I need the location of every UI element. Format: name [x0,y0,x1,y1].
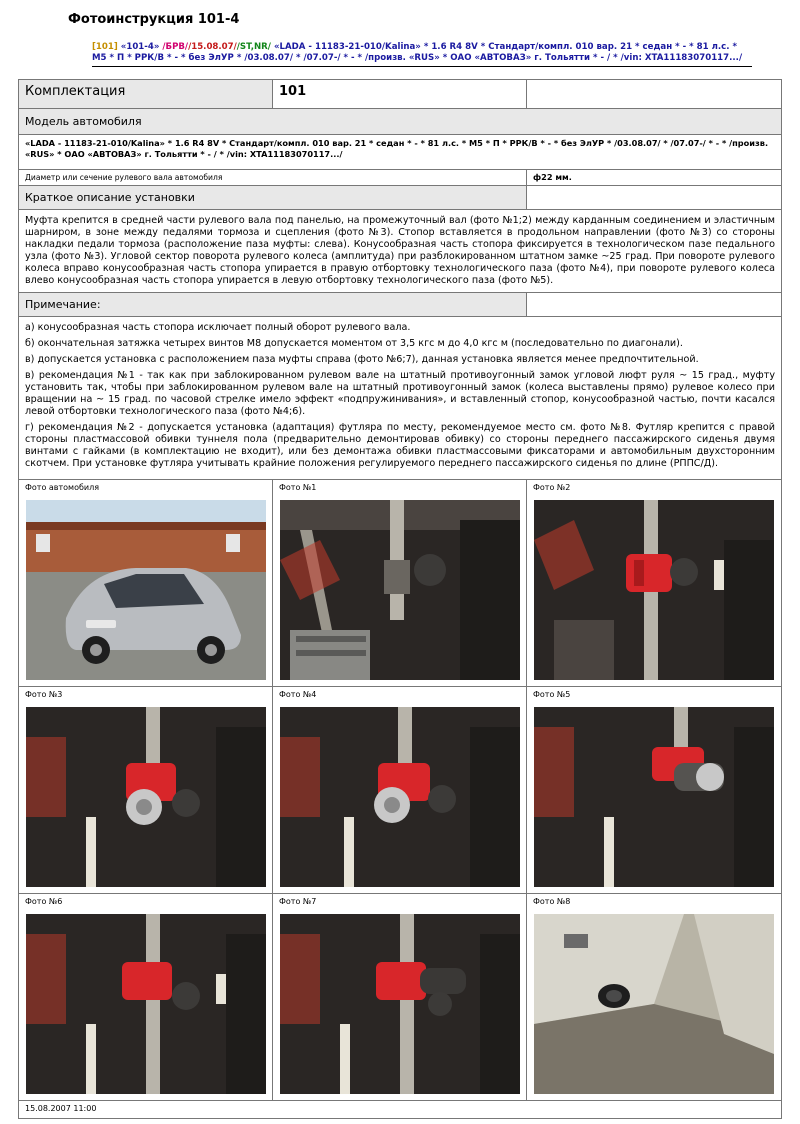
diameter-label: Диаметр или сечение рулевого вала автомобиля [19,170,527,186]
photo-cell-2 [527,480,782,687]
code-part-5: /ST,NR/ [236,42,271,52]
model-label: Модель автомобиля [19,109,782,135]
komplektatsiya-label: Комплектация [19,80,273,109]
note-item: в) рекомендация №1 - так как при заблокированном рулевом вале на штатный противоугонный замок угловой люфт руля ~ 15 град., муфту установить так, чтобы при заблокированном рулевом вале на штатный противоугонный замок (колеса выставлены прямо) рулевое колесо при вращении на ~ 15 град. по часовой стрелке имело эффект «подпружинивания», и вставленный стопор, конусообразной частью, почти касался левой отбортовки технологического паза (фото №4;6). [25,370,775,417]
note-list [19,317,782,480]
photo-cell-1 [273,480,527,687]
photo-label: Фото №6 [25,897,63,906]
photo-label: Фото №3 [25,690,63,699]
steering-shaft-photo-icon [280,500,520,680]
photo-label: Фото №4 [279,690,317,699]
photo-label: Фото автомобиля [25,483,100,492]
case-mount-photo-icon [534,914,774,1094]
photo-cell-6 [19,894,273,1101]
photo-label: Фото №5 [533,690,571,699]
photo-label: Фото №2 [533,483,571,492]
photo-cell-5 [527,687,782,894]
coupling-right-photo-icon [26,914,266,1094]
lock-right-slot-photo-icon [280,914,520,1094]
photo-cell-8 [527,894,782,1101]
code-part-6: «LADA - 11183-21-010/Kalina» * 1.6 R4 8V * Стандарт/компл. 010 вар. 21 * седан * - * 81 л.с. * М5 * П * РРК/В * - * без ЭлУР * /03.08.07/ * /07.07-/ * - * /произв. «RUS» * ОАО «АВТОВАЗ» г. Тольятти * - / * /vin: XTA11183070117.../ [92,42,743,63]
description-label: Краткое описание установки [19,186,527,210]
description-label-empty [527,186,782,210]
komplektatsiya-empty [527,80,782,109]
code-part-2: «101-4» [120,42,160,52]
description-text: Муфта крепится в средней части рулевого вала под панелью, на промежуточный вал (фото №1;2) между карданным соединением и эластичным шарниром, в зоне между педалями тормоза и сцепления (фото №3). Стопор вставляется в продольном направлении (фото №3) со стороны накладки педали тормоза (расположение паза муфты: слева). Конусообразная часть стопора фиксируется в технологическом пазе педального узла (фото №3). Угловой сектор поворота рулевого колеса (амплитуда) при разблокированном штатном замке ~25 град. При повороте рулевого колеса вправо конусообразная часть стопора упирается в правую отбортовку технологического паза (фото №4), при повороте рулевого колеса влево конусообразная часть стопора упирается в левую отбортовку технологического паза (фото №5). [19,210,782,293]
photo-label: Фото №7 [279,897,317,906]
note-label-empty [527,293,782,317]
photo-cell-3 [19,687,273,894]
car-photo-icon [26,500,266,680]
diameter-value: ф22 мм. [527,170,782,186]
coupling-photo-icon [534,500,774,680]
photo-label: Фото №1 [279,483,317,492]
page-title: Фотоинструкция 101-4 [68,12,240,27]
code-part-3: /БРВ/ [162,42,189,52]
vehicle-code-line [92,42,752,67]
footer-timestamp: 15.08.2007 11:00 [19,1101,782,1119]
note-label: Примечание: [19,293,527,317]
code-part-1: [101] [92,42,118,52]
instruction-table [18,79,782,1119]
note-item: г) рекомендация №2 - допускается установка (адаптация) футляра по месту, рекомендуемое место см. фото №8. Футляр крепится с правой стороны пластмассовой обивки туннеля пола (предварительно демонтировав обивку) со стороны переднего пассажирского сиденья двумя винтами с гайками (в комплектацию не входит), или без демонтажа обивки пластмассовыми фиксаторами и автомобильным двухсторонним скотчем. При установке футляра учитывать крайние положения регулируемого переднего пассажирского сиденья по длине (РППС/Д). [25,422,775,469]
photo-cell-4 [273,687,527,894]
photo-cell-car [19,480,273,687]
photo-label: Фото №8 [533,897,571,906]
photo-cell-7 [273,894,527,1101]
lock-right-photo-icon [280,707,520,887]
model-value: «LADA - 11183-21-010/Kalina» * 1.6 R4 8V * Стандарт/компл. 010 вар. 21 * седан * - * 81 л.с. * М5 * П * РРК/В * - * без ЭлУР * /03.08.07/ * /07.07-/ * - * /произв. «RUS» * ОАО «АВТОВАЗ» г. Тольятти * - / * /vin: XTA11183070117.../ [19,135,782,170]
note-item: в) допускается установка с расположением паза муфты справа (фото №6;7), данная установка является менее предпочтительной. [25,354,699,365]
note-item: б) окончательная затяжка четырех винтов М8 допускается моментом от 3,5 кгс м до 4,0 кгс м (последовательно по диагонали). [25,338,683,349]
note-item: а) конусообразная часть стопора исключает полный оборот рулевого вала. [25,322,411,333]
code-part-4: /15.08.07/ [188,42,237,52]
lock-left-photo-icon [534,707,774,887]
komplektatsiya-value: 101 [273,80,527,109]
lock-inserted-photo-icon [26,707,266,887]
